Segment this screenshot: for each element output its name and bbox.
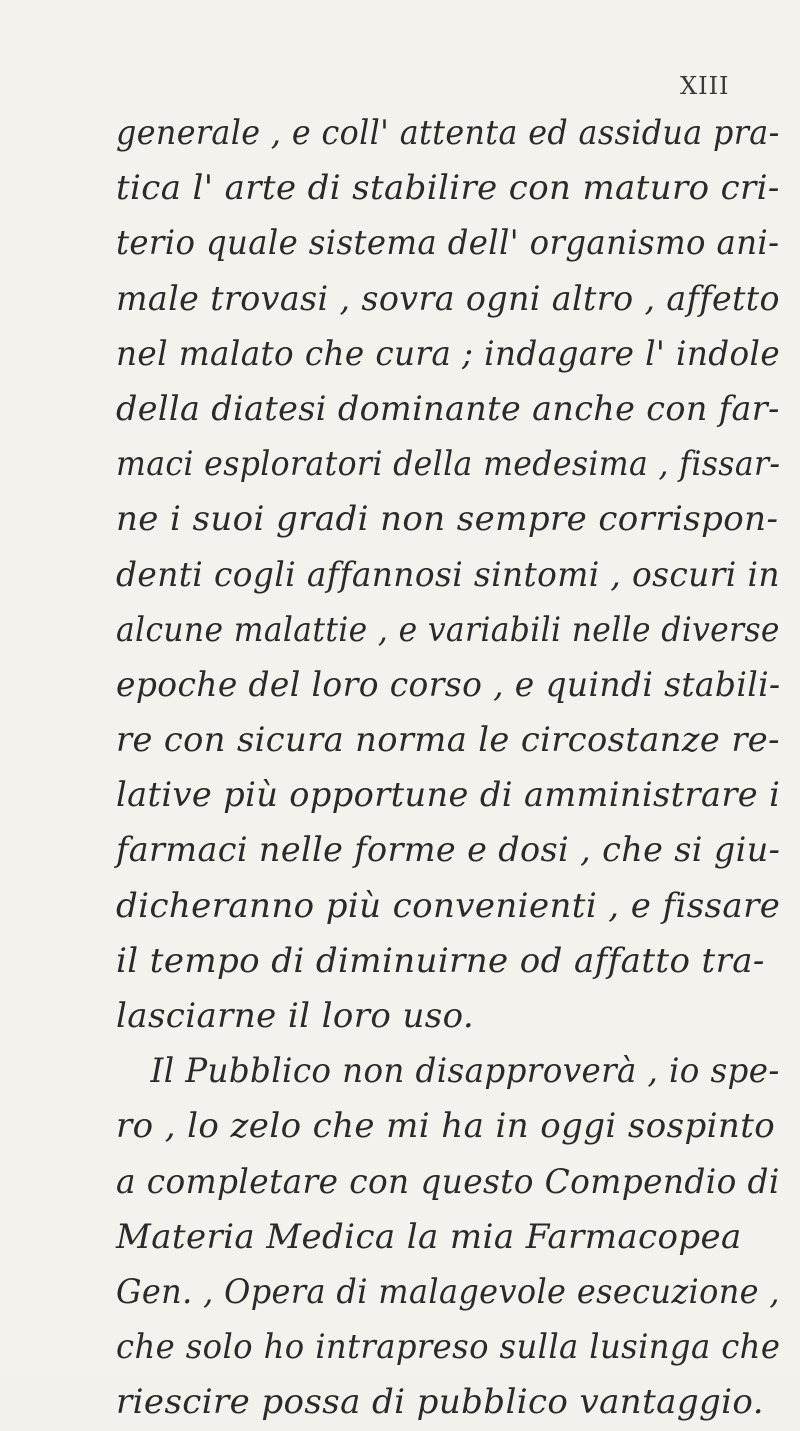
- text-line: lasciarne il loro uso.: [116, 996, 475, 1036]
- text-line: ro , lo zelo che mi ha in oggi sospinto: [116, 1106, 776, 1147]
- text-line: il tempo di diminuirne od affatto tra-: [116, 940, 765, 981]
- text-line: denti cogli affannosi sintomi , oscuri in: [116, 554, 780, 595]
- text-line: riescire possa di pubblico vantaggio.: [116, 1382, 764, 1423]
- text-line: re con sicura norma le circostanze re-: [116, 720, 780, 761]
- text-line: Gen. , Opera di malagevole esecuzione ,: [116, 1271, 780, 1312]
- text-line: dicheranno più convenienti , e fissare: [116, 885, 781, 926]
- text-line: che solo ho intrapreso sulla lusinga che: [116, 1327, 781, 1368]
- body-text: [116, 106, 781, 1431]
- text-line: a completare con questo Compendio di: [116, 1161, 780, 1202]
- text-line: male trovasi , sovra ogni altro , affetto: [116, 278, 780, 319]
- text-line: Materia Medica la mia Farmacopea: [116, 1216, 742, 1257]
- paragraph-start-line: Il Pubblico non disapproverà , io spe-: [150, 1051, 780, 1092]
- text-line: alcune malattie , e variabili nelle diverse: [116, 609, 780, 650]
- text-line: farmaci nelle forme e dosi , che si giu-: [116, 830, 781, 871]
- text-line: tica l' arte di stabilire con maturo cri-: [116, 168, 780, 209]
- text-line: epoche del loro corso , e quindi stabili-: [116, 664, 781, 705]
- text-line: nel malato che cura ; indagare l' indole: [116, 333, 781, 374]
- text-line: ne i suoi gradi non sempre corrispon-: [116, 499, 779, 540]
- text-line: terio quale sistema dell' organismo ani-: [116, 223, 780, 264]
- text-line: della diatesi dominante anche con far-: [116, 388, 780, 429]
- text-line: lative più opportune di amministrare i: [116, 775, 781, 816]
- text-line: maci esploratori della medesima , fissar-: [116, 444, 781, 485]
- page-number: XIII: [680, 72, 730, 100]
- text-line: generale , e coll' attenta ed assidua pra-: [116, 113, 780, 153]
